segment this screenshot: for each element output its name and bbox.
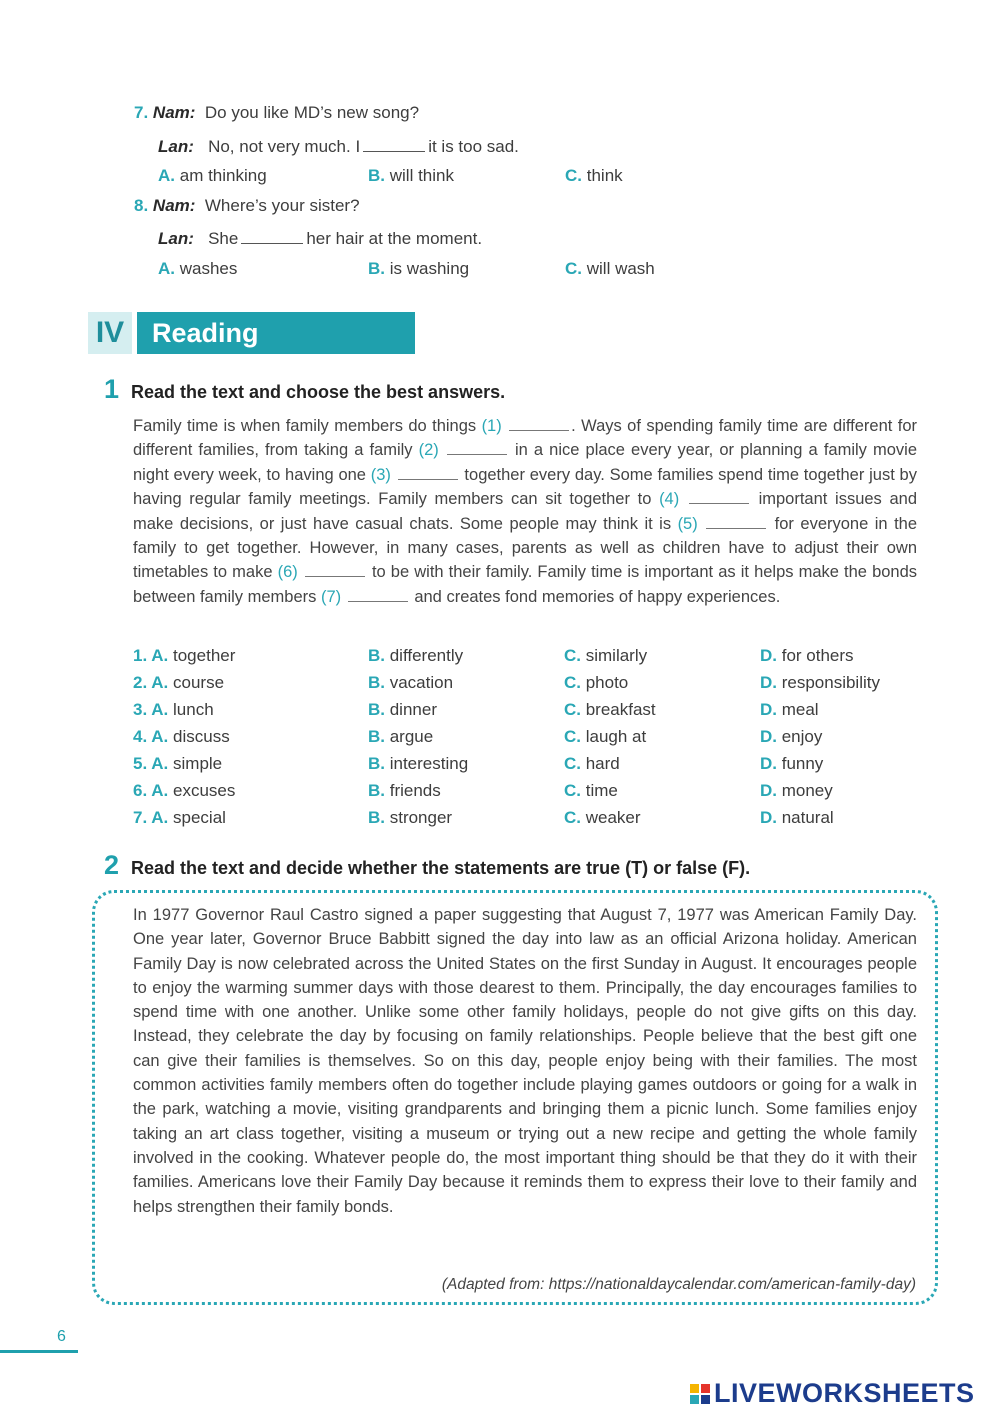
answer-option[interactable] [133,754,222,774]
task-2-title: Read the text and decide whether the statements are true (T) or false (F). [131,858,751,878]
option-letter: C. [564,781,581,800]
option-text: discuss [168,727,230,746]
liveworksheets-logo: LIVEWORKSHEETS [690,1378,975,1409]
question-number: 6. [133,781,152,800]
answer-option[interactable] [760,754,823,774]
passage-text: to be with their family. Family time is important as it helps make the bonds between family members [133,563,918,606]
answer-option[interactable] [760,646,854,666]
task-2-number: 2 [104,850,120,880]
page-number: 6 [57,1328,66,1345]
answer-option[interactable] [368,646,463,666]
option-letter: D. [760,781,777,800]
question-8-reply: Lan: She her hair at the moment. [158,229,483,248]
gap-label: (5) [677,514,705,533]
answer-option[interactable] [133,673,224,693]
option-letter: D. [760,808,777,827]
question-number: 5. [133,754,152,773]
option-text: weaker [581,808,641,827]
reading-passage-1 [133,414,917,609]
answer-option[interactable] [368,808,452,828]
option-text: responsibility [777,673,880,692]
gap-label: (2) [418,441,445,460]
answer-option[interactable] [564,646,647,666]
answer-option[interactable] [133,646,235,666]
option-letter: B. [368,673,385,692]
option-letter: A. [151,673,169,692]
option-text: similarly [581,646,648,665]
answer-option[interactable] [564,700,656,720]
option-letter: C. [564,673,581,692]
answer-option[interactable] [760,700,819,720]
option-text: vacation [385,673,454,692]
option-text: for others [777,646,854,665]
answer-option[interactable] [564,808,641,828]
passage-text: and creates fond memories of happy experiences. [409,587,781,606]
question-number: 4. [133,727,152,746]
answer-option[interactable] [133,808,226,828]
option-text: breakfast [581,700,656,719]
option-7c[interactable]: C. think [565,166,623,185]
question-number: 3. [133,700,152,719]
question-number: 1. [133,646,152,665]
option-letter: D. [760,754,777,773]
answer-option[interactable] [760,673,880,693]
option-letter: A. [151,781,169,800]
option-letter: C. [564,700,581,719]
answer-row [133,808,933,835]
gap-label: (7) [321,587,346,606]
gap-label: (6) [277,563,303,582]
option-letter: A. [151,727,169,746]
option-text: argue [385,727,434,746]
task-1-title: Read the text and choose the best answers. [131,382,506,402]
answer-option[interactable] [368,673,453,693]
option-text: special [168,808,226,827]
gap-blank[interactable] [398,467,458,480]
option-text: money [777,781,833,800]
option-7b[interactable]: B. will think [368,166,454,185]
answer-option[interactable] [760,781,833,801]
question-number: 2. [133,673,152,692]
answer-option[interactable] [760,808,834,828]
passage-text: in a nice place every year, or planning a family movie night every week, to having one [133,441,917,484]
answer-option[interactable] [368,754,468,774]
option-letter: C. [564,727,581,746]
option-letter: B. [368,700,385,719]
source-citation: (Adapted from: https://nationaldaycalendar.com/american-family-day) [441,1276,916,1293]
option-text: differently [385,646,464,665]
question-7: 7. Nam: Do you like MD’s new song? [134,103,420,122]
answer-option[interactable] [564,673,628,693]
option-letter: C. [564,754,581,773]
option-text: dinner [385,700,437,719]
question-8: 8. Nam: Where’s your sister? [134,196,360,215]
question-number: 7. [133,808,152,827]
option-letter: A. [151,700,169,719]
option-text: hard [581,754,620,773]
gap-label: (3) [370,465,396,484]
answer-option[interactable] [368,700,437,720]
answer-option[interactable] [760,727,822,747]
answer-row [133,754,933,781]
option-letter: B. [368,781,385,800]
answer-row [133,673,933,700]
gap-label: (1) [481,417,508,435]
passage-text: together every day. Some families spend time together just by having regular family meetings. Family members can sit together to [133,465,917,509]
section-number: IV [88,312,132,354]
option-text: stronger [385,808,453,827]
gap-blank[interactable] [348,589,408,602]
answer-row [133,700,933,727]
answer-option[interactable] [133,781,235,801]
option-text: photo [581,673,629,692]
option-letter: A. [151,646,169,665]
answer-option[interactable] [133,727,230,747]
answer-row [133,646,933,673]
option-text: together [168,646,236,665]
task-1-number: 1 [104,374,120,404]
option-letter: D. [760,673,777,692]
answer-blank [363,137,425,152]
answer-option[interactable] [564,754,620,774]
answer-option[interactable] [564,727,646,747]
option-letter: B. [368,808,385,827]
gap-blank[interactable] [447,442,507,455]
answer-option[interactable] [133,700,214,720]
answer-blank [241,229,303,244]
page-number-rule [0,1350,78,1353]
option-letter: B. [368,754,385,773]
gap-label: (4) [659,490,687,509]
reading-passage-2: In 1977 Governor Raul Castro signed a paper suggesting that August 7, 1977 was American Family Day. One year later, Governor Bruce Babbitt signed the day into law as an official Arizona holiday. American Family Day is now celebrated across the United States on the first Sunday in August. It encourages people to enjoy the warming summer days with those dearest to them. Principally, the day encourages families to spend time with one another. Unlike some other family holidays, people do not give gifts on this day. Instead, they celebrate the day by focusing on family relationships. People believe that the best gift one can give their families is themselves. So on this day, people enjoy being with their families. The most common activities family members often do together include playing games outdoors or going for a walk in the park, watching a movie, visiting grandparents and bringing them a picnic lunch. Some families enjoy taking an art class together, visiting a museum or trying out a new recipe and getting the whole family involved in the cooking. Whatever people do, the most important thing should be that they do it with their families. Americans love their Family Day because it reminds them to express their love to their family and helps strengthen their family bonds. [133,906,917,1216]
answer-option[interactable] [564,781,618,801]
option-letter: C. [564,646,581,665]
question-7-reply: Lan: No, not very much. I it is too sad. [158,137,519,156]
option-text: course [168,673,225,692]
option-letter: C. [564,808,581,827]
option-text: excuses [168,781,236,800]
option-letter: D. [760,727,777,746]
passage-text: Family time is when family members do things [133,417,482,435]
option-text: laugh at [581,727,647,746]
option-letter: B. [368,646,385,665]
option-text: friends [385,781,441,800]
passage-text: . Ways of spending family time are different for different families, from taking a family [133,417,917,460]
option-7a[interactable]: A. am thinking [158,166,267,185]
option-8c[interactable]: C. will wash [565,259,655,278]
liveworksheets-icon [690,1384,710,1404]
passage-text: for everyone in the family to get together. However, in many cases, parents as well as children have to adjust their own timetables to make [133,514,918,582]
passage-text: important issues and make decisions, or just have casual chats. Some people may think it is [133,490,917,533]
gap-blank[interactable] [305,564,365,577]
gap-blank[interactable] [706,516,766,529]
option-text: funny [777,754,824,773]
gap-blank[interactable] [689,491,749,504]
answer-option[interactable] [368,781,441,801]
option-letter: D. [760,700,777,719]
option-text: interesting [385,754,469,773]
option-text: time [581,781,618,800]
option-text: natural [777,808,834,827]
option-text: lunch [168,700,214,719]
option-letter: B. [368,727,385,746]
option-8a[interactable]: A. washes [158,259,238,278]
option-text: enjoy [777,727,823,746]
option-letter: A. [151,808,169,827]
option-text: meal [777,700,819,719]
gap-blank[interactable] [509,418,569,431]
answer-row [133,781,933,808]
answer-option[interactable] [368,727,433,747]
option-letter: D. [760,646,777,665]
section-title: Reading [137,312,415,354]
option-8b[interactable]: B. is washing [368,259,470,278]
option-text: simple [168,754,223,773]
answer-row [133,727,933,754]
option-letter: A. [151,754,169,773]
